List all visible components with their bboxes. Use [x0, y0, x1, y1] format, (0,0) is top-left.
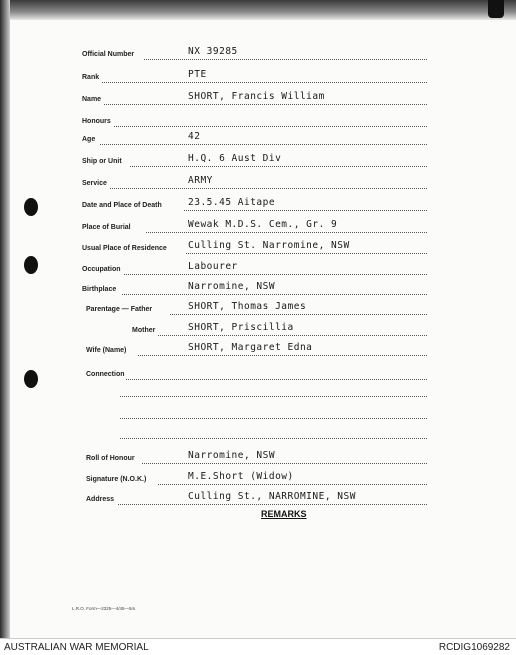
label-age: Age	[82, 136, 96, 143]
row-wife	[86, 342, 427, 360]
row-connection	[86, 366, 427, 384]
label-connection: Connection	[86, 371, 125, 378]
label-signature-nok: Signature (N.O.K.)	[86, 476, 147, 483]
label-parentage-mother: Mother	[132, 327, 156, 334]
label-birthplace: Birthplace	[82, 286, 117, 293]
value-name: SHORT, Francis William	[188, 91, 325, 102]
institution-name: AUSTRALIAN WAR MEMORIAL	[4, 642, 149, 653]
value-place-of-burial: Wewak M.D.S. Cem., Gr. 9	[188, 219, 338, 230]
row-parentage-father	[86, 301, 427, 319]
value-date-place-death: 23.5.45 Aitape	[188, 197, 276, 208]
label-official-number: Official Number	[82, 51, 135, 58]
row-roll-of-honour	[86, 450, 427, 468]
value-address: Culling St., NARROMINE, NSW	[188, 491, 356, 502]
label-honours: Honours	[82, 118, 111, 125]
record-id: RCDIG1069282	[438, 642, 510, 653]
row-name	[82, 91, 427, 109]
scan-corner-mark	[488, 0, 504, 18]
scan-edge-top	[8, 0, 516, 20]
connection-line-4	[120, 438, 427, 439]
label-rank: Rank	[82, 74, 100, 81]
value-usual-residence: Culling St. Narromine, NSW	[188, 240, 350, 251]
row-signature-nok	[86, 471, 427, 489]
remarks-heading: REMARKS	[261, 509, 307, 519]
value-wife: SHORT, Margaret Edna	[188, 342, 313, 353]
value-ship-or-unit: H.Q. 6 Aust Div	[188, 153, 282, 164]
row-honours	[82, 113, 427, 131]
connection-line-3	[120, 418, 427, 419]
label-date-place-death: Date and Place of Death	[82, 202, 162, 209]
label-address: Address	[86, 496, 115, 503]
row-address	[86, 491, 427, 509]
label-name: Name	[82, 96, 102, 103]
row-occupation	[82, 261, 427, 279]
punch-hole-lower	[24, 370, 38, 388]
row-birthplace	[82, 281, 427, 299]
row-place-of-burial	[82, 219, 427, 237]
value-roll-of-honour: Narromine, NSW	[188, 450, 276, 461]
row-age	[82, 131, 427, 149]
value-parentage-mother: SHORT, Priscillia	[188, 322, 294, 333]
value-occupation: Labourer	[188, 261, 238, 272]
value-signature-nok: M.E.Short (Widow)	[188, 471, 294, 482]
punch-hole-top	[24, 198, 38, 216]
row-date-place-death	[82, 197, 427, 215]
connection-line-2	[120, 396, 427, 397]
row-parentage-mother	[132, 322, 427, 340]
label-occupation: Occupation	[82, 266, 121, 273]
value-official-number: NX 39285	[188, 46, 238, 57]
value-age: 42	[188, 131, 201, 142]
archive-footer	[0, 638, 516, 655]
row-official-number	[82, 46, 427, 64]
label-ship-or-unit: Ship or Unit	[82, 158, 122, 165]
value-birthplace: Narromine, NSW	[188, 281, 276, 292]
form-print-code: L.R.O. Form—2325—4/45—5m.	[72, 606, 137, 611]
label-service: Service	[82, 180, 107, 187]
value-rank: PTE	[188, 69, 207, 80]
value-service: ARMY	[188, 175, 213, 186]
label-wife: Wife (Name)	[86, 347, 127, 354]
label-parentage-father: Parentage — Father	[86, 306, 153, 313]
value-parentage-father: SHORT, Thomas James	[188, 301, 307, 312]
row-service	[82, 175, 427, 193]
row-usual-residence	[82, 240, 427, 258]
punch-hole-middle	[24, 256, 38, 274]
label-place-of-burial: Place of Burial	[82, 224, 131, 231]
label-usual-residence: Usual Place of Residence	[82, 245, 167, 252]
row-rank	[82, 69, 427, 87]
scan-edge-left	[0, 0, 10, 638]
row-ship-or-unit	[82, 153, 427, 171]
label-roll-of-honour: Roll of Honour	[86, 455, 135, 462]
